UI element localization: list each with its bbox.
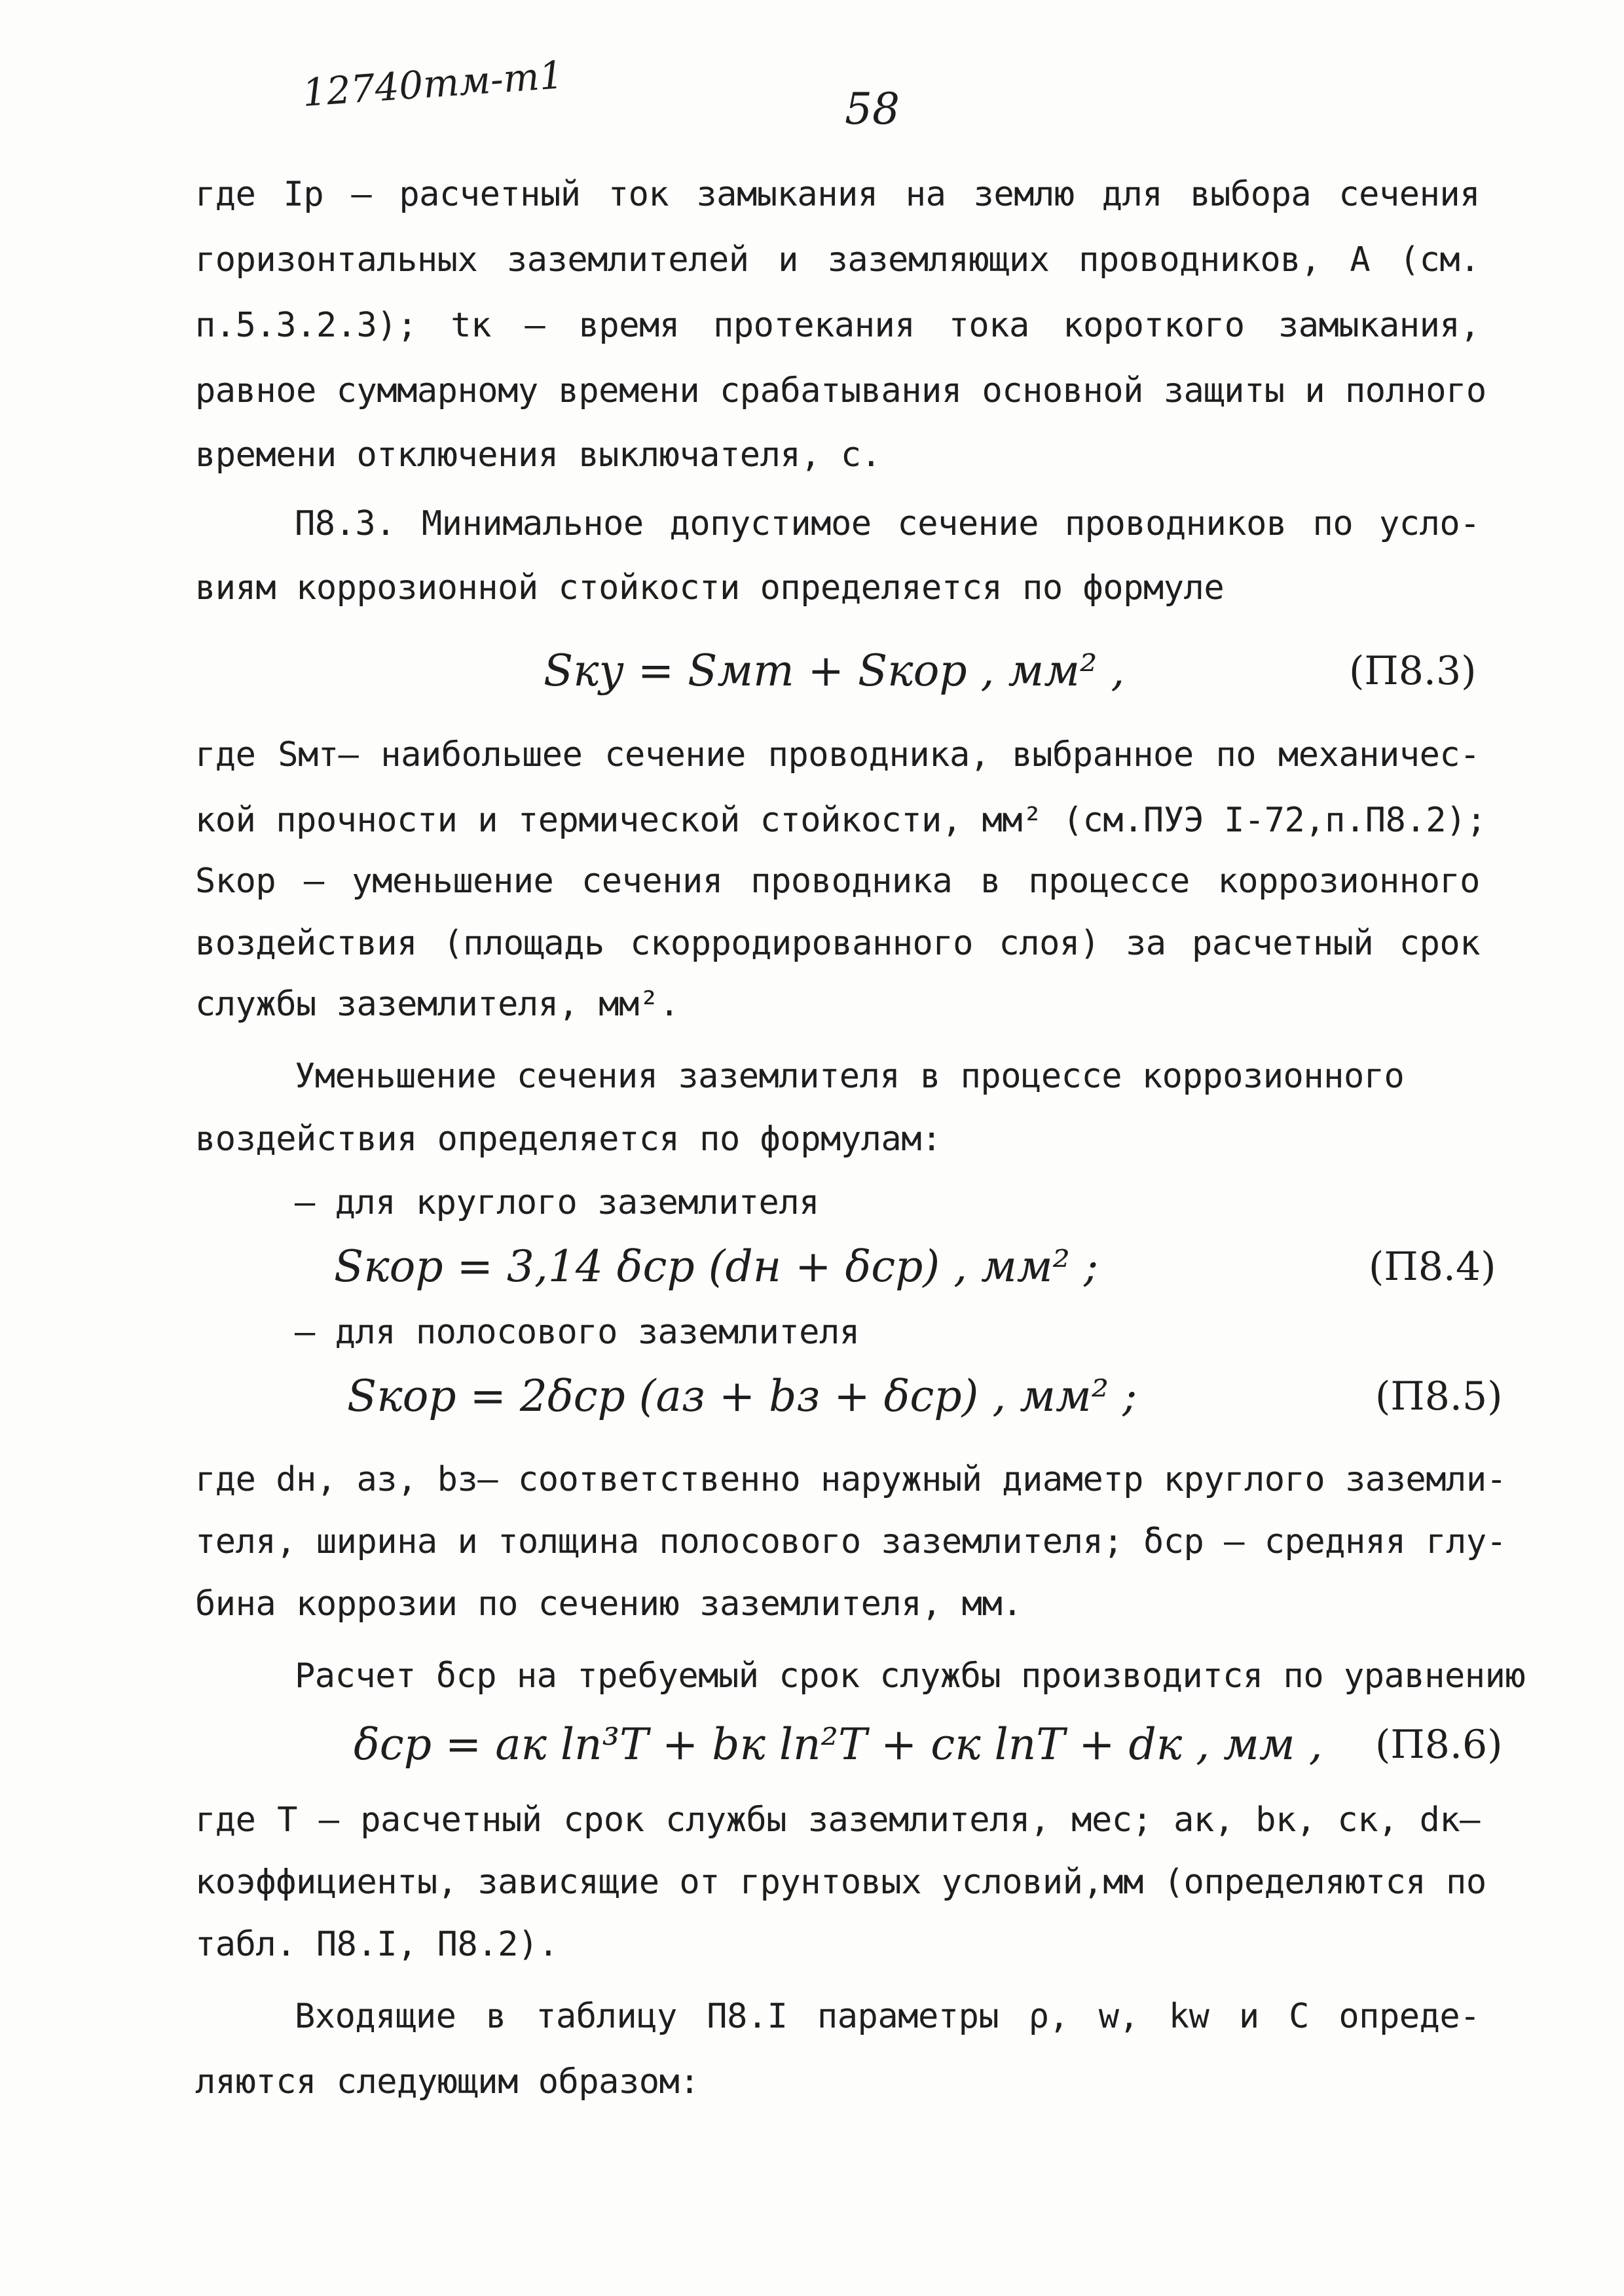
equation-p8-4 [0,1234,1624,1313]
equation-p8-6 [0,1712,1624,1791]
text-line: где Sмт– наибольшее сечение проводника, выбранное по механичес- [195,735,1480,774]
text-line: ляются следующим образом: [195,2062,700,2102]
text-line: теля, ширина и толщина полосового заземлителя; δср – средняя глу- [195,1522,1507,1561]
text-line: Расчет δср на требуемый срок службы производится по уравнению [295,1656,1526,1696]
text-line: воздействия (площадь скорродированного слоя) за расчетный срок [195,924,1480,963]
equation-p8-5 [0,1364,1624,1442]
text-line: где T – расчетный срок службы заземлителя, мес; aк, bк, cк, dк– [195,1800,1480,1840]
text-line: времени отключения выключателя, с. [195,435,881,475]
text-line: Уменьшение сечения заземлителя в процессе коррозионного [295,1057,1405,1096]
text-line: коэффициенты, зависящие от грунтовых условий,мм (определяются по [195,1863,1486,1902]
page-number: 58 [845,84,900,134]
equation-formula: δср = aк ln³T + bк ln²T + cк lnT + dк , мм , [354,1719,1323,1770]
text-line: табл. П8.I, П8.2). [195,1925,559,1964]
text-line: Входящие в таблицу П8.I параметры ρ, w, kw и C опреде- [295,1997,1480,2036]
equation-number: (П8.3) [1349,648,1477,694]
text-line: бина коррозии по сечению заземлителя, мм. [195,1584,1023,1624]
text-line: где dн, aз, bз– соответственно наружный диаметр круглого заземли- [195,1460,1507,1499]
text-line: равное суммарному времени срабатывания основной защиты и полного [195,371,1486,410]
equation-p8-3 [0,638,1624,717]
text-line: виям коррозионной стойкости определяется по формуле [195,568,1225,608]
text-line: воздействия определяется по формулам: [195,1120,942,1159]
text-line: где Iр – расчетный ток замыкания на землю для выбора сечения [195,175,1480,214]
text-line: службы заземлителя, мм². [195,985,680,1024]
list-item-round-earth-electrode: – для круглого заземлителя [295,1183,819,1222]
text-line: Sкор – уменьшение сечения проводника в процессе коррозионного [195,862,1480,901]
text-line: кой прочности и термической стойкости, мм² (см.ПУЭ I-72,п.П8.2); [195,801,1486,840]
text-line: п.5.3.2.3); tк – время протекания тока короткого замыкания, [195,306,1480,345]
equation-formula: Sкор = 3,14 δср (dн + δср) , мм² ; [334,1241,1099,1292]
list-item-strip-earth-electrode: – для полосового заземлителя [295,1313,860,1352]
equation-number: (П8.4) [1369,1244,1496,1290]
equation-number: (П8.5) [1375,1374,1503,1419]
equation-formula: Sку = Sмт + Sкор , мм² , [544,646,1125,696]
text-line: П8.3. Минимальное допустимое сечение проводников по усло- [295,504,1480,543]
text-line: горизонтальных заземлителей и заземляющих проводников, А (см. [195,240,1480,280]
equation-number: (П8.6) [1375,1722,1503,1768]
equation-formula: Sкор = 2δср (aз + bз + δср) , мм² ; [347,1371,1137,1421]
document-code: 12740тм-т1 [301,52,565,115]
